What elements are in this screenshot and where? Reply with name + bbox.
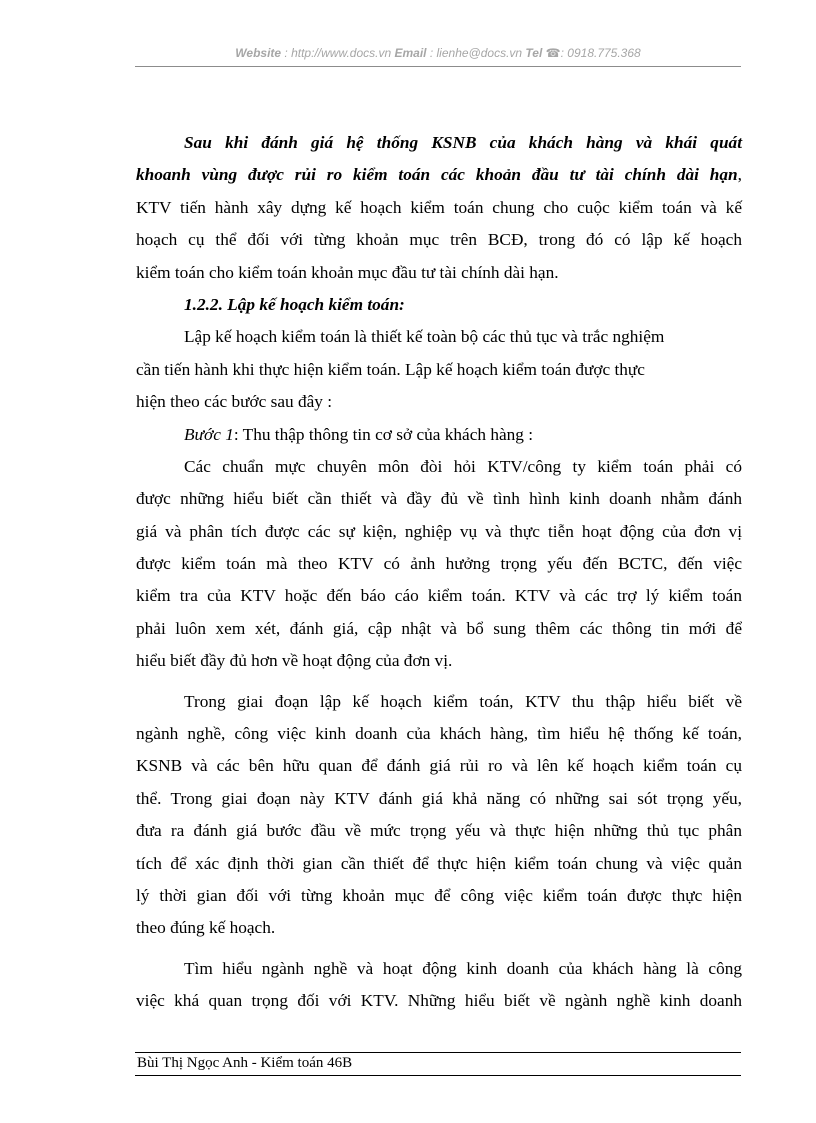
para3-line: lý thời gian đối với từng khoản mục để công việc kiểm toán được thực hiện [136,885,742,905]
para3-line: tích để xác định thời gian cần thiết để thực hiện kiểm toán chung và việc quản [136,853,742,873]
para1-line: Lập kế hoạch kiểm toán là thiết kế toàn bộ các thủ tục và trắc nghiệm [184,327,665,347]
footer-divider-bottom [135,1075,741,1076]
page-header [135,46,741,60]
page-footer: Bùi Thị Ngọc Anh - Kiểm toán 46B [137,1055,353,1071]
intro-line: KTV tiến hành xây dựng kế hoạch kiểm toán chung cho cuộc kiểm toán và kế [136,197,742,217]
website-label: Website [235,46,282,60]
website-value: : http://www.docs.vn [284,46,392,60]
intro-line: Sau khi đánh giá hệ thống KSNB của khách hàng và khái quát [184,133,742,152]
body-text [136,127,742,1018]
para4-line: Tìm hiểu ngành nghề và hoạt động kinh doanh của khách hàng là công [184,958,742,978]
email-value: : lienhe@docs.vn [429,46,523,60]
para3-line: KSNB và các bên hữu quan để đánh giá rủi ro và lên kế hoạch kiểm toán cụ [136,756,742,776]
para2-line: Các chuẩn mực chuyên môn đòi hỏi KTV/công ty kiểm toán phải có [184,456,742,476]
intro-line [136,159,742,191]
para1-line: hiện theo các bước sau đây : [136,392,333,412]
para2-line: kiểm tra của KTV hoặc đến báo cáo kiểm toán. KTV và các trợ lý kiểm toán [136,586,742,606]
intro-line: hoạch cụ thể đối với từng khoản mục trên BCĐ, trong đó có lập kế hoạch [136,230,742,250]
para2-line: giá và phân tích được các sự kiện, nghiệp vụ và thực tiễn hoạt động của đơn vị [136,521,742,541]
para2-line: hiểu biết đầy đủ hơn về hoạt động của đơn vị. [136,651,453,671]
step1-text: : Thu thập thông tin cơ sở của khách hàng : [233,424,534,444]
section-heading: 1.2.2. Lập kế hoạch kiểm toán: [184,294,405,314]
tel-value: : 0918.775.368 [560,46,641,60]
para3-line: ngành nghề, công việc kinh doanh của khách hàng, tìm hiểu hệ thống kế toán, [136,724,742,744]
para2-line: được kiểm toán mà theo KTV có ảnh hưởng trọng yếu đến BCTC, đến việc [136,554,742,574]
tel-label: Tel [525,46,543,60]
para3-line: Trong giai đoạn lập kế hoạch kiểm toán, KTV thu thập hiểu biết về [184,691,742,711]
header-divider [135,66,741,67]
step1-label: Bước 1 [184,424,234,444]
para3-line: thể. Trong giai đoạn này KTV đánh giá khả năng có những sai sót trọng yếu, [136,788,742,808]
para4-line: việc khá quan trọng đối với KTV. Những hiểu biết về ngành nghề kinh doanh [136,991,742,1011]
para3-line: theo đúng kế hoạch. [136,918,276,938]
footer-divider-top [135,1052,741,1053]
intro-bold-phrase: khoanh vùng được rủi ro kiểm toán các khoản đầu tư tài chính dài hạn [136,165,738,185]
phone-icon: ☎ [545,46,561,60]
para3-line: đưa ra đánh giá bước đầu về mức trọng yếu và thực hiện những thủ tục phân [136,821,742,841]
para1-line: cần tiến hành khi thực hiện kiểm toán. Lập kế hoạch kiểm toán được thực [136,359,645,379]
para2-line: được những hiểu biết cần thiết và đầy đủ về tình hình kinh doanh nhằm đánh [136,489,742,509]
intro-line: kiểm toán cho kiểm toán khoản mục đầu tư tài chính dài hạn. [136,262,559,282]
step1-line [136,419,742,451]
email-label: Email [394,46,427,60]
para2-line: phải luôn xem xét, đánh giá, cập nhật và bổ sung thêm các thông tin mới để [136,618,742,638]
intro-comma: , [737,165,742,185]
